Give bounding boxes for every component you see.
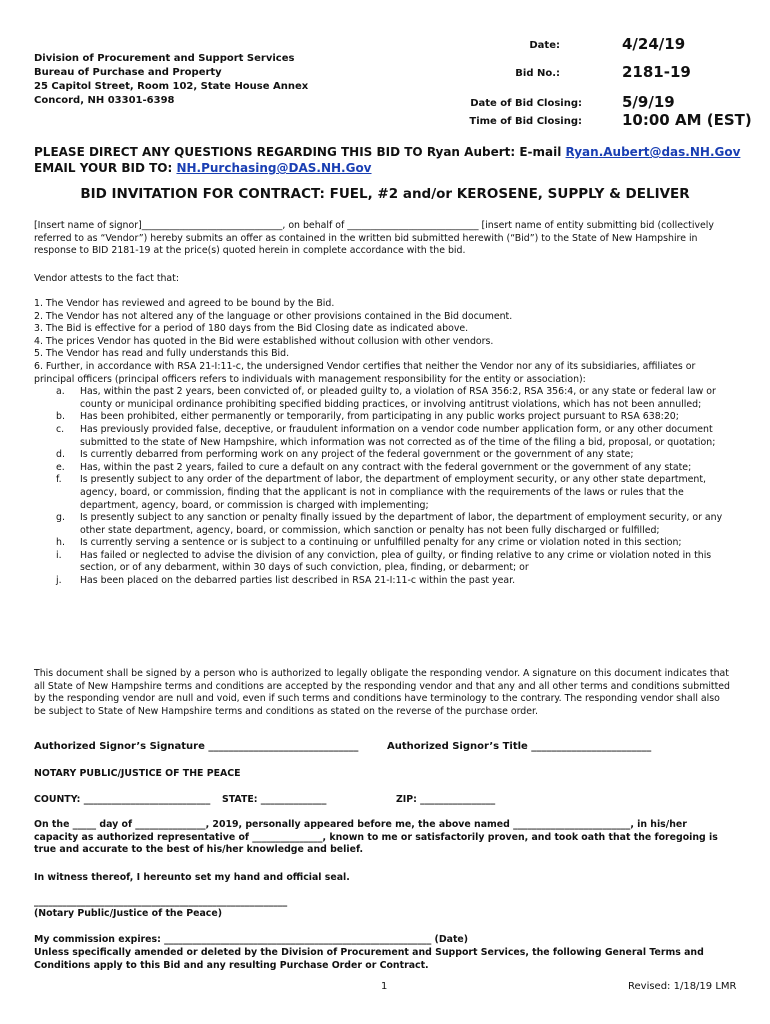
attest-line: Vendor attests to the fact that: [34,273,180,284]
sub-list-item [34,550,734,575]
revised-date: Revised: 1/18/19 LMR [628,981,737,992]
sub-item-text: Has failed or neglected to advise the division of any conviction, plea of guilty, or finding relative to any crime or violation noted in this section, or of any debarment, within 30 days of such conviction, plea, finding, or debarment; or [80,549,712,574]
terms-notice: Unless specifically amended or deleted by the Division of Procurement and Support Services, the following General Terms and Conditions apply to this Bid and any resulting Purchase Order or Contract. [34,947,704,971]
zip-field[interactable]: ZIP: ________________ [396,794,496,805]
bid-no-label: Bid No.: [515,68,560,79]
sub-list-item [34,537,734,550]
sub-item-text: Is currently serving a sentence or is subject to a continuing or unfulfilled penalty for any crime or violation noted in this section; [80,537,682,549]
date-value: 4/24/19 [622,35,686,53]
sub-list-item [34,424,734,449]
sub-item-text: Is currently debarred from performing work on any project of the federal government or the government of any state; [80,449,634,461]
closing-date-value: 5/9/19 [622,93,675,111]
sub-item-marker: i. [56,549,62,561]
org-line-street: 25 Capitol Street, Room 102, State House Annex [34,81,309,92]
list-item: 3. The Bid is effective for a period of 180 days from the Bid Closing date as indicated above. [34,323,469,335]
sub-list-item [34,512,734,537]
closing-time-value: 10:00 AM (EST) [622,111,752,129]
org-line-division: Division of Procurement and Support Services [34,53,295,64]
commission-expires-field[interactable]: My commission expires: _________________________________________________________ (Date) [34,934,469,945]
sub-item-marker: d. [56,449,65,461]
questions-line [34,145,740,159]
sub-item-marker: g. [56,512,65,524]
sub-item-text: Has been prohibited, either permanently or temporarily, from participating in any public works project pursuant to RSA 638:20; [80,411,679,423]
date-label: Date: [529,40,560,51]
intro-paragraph: [Insert name of signor]______________________________, on behalf of ____________________________ [insert name of entity submitting bid (collectively referred to as “Vendor”) hereby submits an offer as contained in the written bid submitted herewith (“Bid”) to the State of New Hampshire in response to BID 2181-19 at the price(s) quoted herein in complete accordance with the bid. [34,220,714,257]
questions-email-link[interactable]: Ryan.Aubert@das.NH.Gov [565,145,741,159]
sub-list-item [34,449,734,462]
org-address [34,52,308,108]
sub-list-item [34,575,734,588]
sub-item-text: Is presently subject to any order of the department of labor, the department of employment security, or any other state department, agency, board, or commission, finding that the applicant is not in compliance with the requirements of the laws or rules that the department, agency, board, or commission is charged with implementing; [80,474,707,511]
signor-title-field[interactable]: Authorized Signor’s Title ________________________ [387,741,652,752]
list-item: 1. The Vendor has reviewed and agreed to be bound by the Bid. [34,298,335,309]
sub-item-marker: e. [56,461,65,473]
closing-date-label: Date of Bid Closing: [470,98,582,109]
sub-item-text: Has, within the past 2 years, failed to cure a default on any contract with the federal government or the government of any state; [80,461,692,473]
sub-list-container [34,386,734,588]
email-bid-text: EMAIL YOUR BID TO: [34,161,177,175]
list-item: 5. The Vendor has read and fully understands this Bid. [34,348,290,360]
sub-item-marker: j. [56,575,62,587]
questions-text: PLEASE DIRECT ANY QUESTIONS REGARDING THIS BID TO Ryan Aubert: E-mail [34,145,566,159]
witness-line: In witness thereof, I hereunto set my hand and official seal. [34,872,350,883]
org-line-bureau: Bureau of Purchase and Property [34,67,222,78]
org-line-city: Concord, NH 03301-6398 [34,95,175,106]
email-bid-line [34,161,372,175]
sub-list-item [34,411,734,424]
page-title: BID INVITATION FOR CONTRACT: FUEL, #2 and/or KEROSENE, SUPPLY & DELIVER [80,186,690,202]
list-item: 2. The Vendor has not altered any of the language or other provisions contained in the Bid document. [34,310,513,322]
list-item: 4. The prices Vendor has quoted in the Bid were established without collusion with other vendors. [34,335,494,347]
list-item: 6. Further, in accordance with RSA 21-I:11-c, the undersigned Vendor certifies that neither the Vendor nor any of its subsidiaries, affiliates or principal officers (principal officers refers to individuals with management responsibility for the entity or association): [34,360,696,385]
email-bid-link[interactable]: NH.Purchasing@DAS.NH.Gov [176,161,372,175]
signor-signature-field[interactable]: Authorized Signor’s Signature ______________________________ [34,741,359,752]
bid-no-value: 2181-19 [622,63,691,81]
sub-list-item [34,462,734,475]
sub-item-marker: h. [56,537,65,549]
state-field[interactable]: STATE: ______________ [222,794,327,805]
notary-signature-line[interactable]: ______________________________________________________ [34,896,288,907]
sub-item-marker: c. [56,423,65,435]
closing-time-label: Time of Bid Closing: [469,116,582,127]
sub-list-item [34,386,734,411]
sub-list-item [34,474,734,512]
sub-item-text: Has, within the past 2 years, been convicted of, or pleaded guilty to, a violation of RSA 356:2, RSA 356:4, or any state or federal law or county or municipal ordinance prohibiting specified bidding practices, or involving antitrust violations, which has not been annulled; [80,386,716,410]
county-field[interactable]: COUNTY: ___________________________ [34,794,211,805]
attest-list [34,298,734,588]
closing-paragraph: This document shall be signed by a person who is authorized to legally obligate the responding vendor. A signature on this document indicates that all State of New Hampshire terms and conditions are accepted by the responding vendor and that any and all other terms and conditions submitted by the responding vendor are null and void, even if such terms and conditions have terminology to the contrary. The responding vendor shall also be subject to State of New Hampshire terms and conditions as stated on the reverse of the purchase order. [34,668,731,717]
sub-item-marker: b. [56,411,65,423]
notary-signature-caption: (Notary Public/Justice of the Peace) [34,908,222,919]
sub-item-text: Has previously provided false, deceptive, or fraudulent information on a vendor code number application form, or any other document submitted to the state of New Hampshire, which information was not corrected as of the time of the filing a bid, proposal, or quotation; [80,423,716,448]
notary-heading: NOTARY PUBLIC/JUSTICE OF THE PEACE [34,768,241,779]
page-number: 1 [381,981,388,992]
sub-item-marker: a. [56,386,65,398]
sub-item-text: Has been placed on the debarred parties list described in RSA 21-I:11-c within the past year. [80,575,516,587]
sub-item-marker: f. [56,474,62,486]
sub-item-text: Is presently subject to any sanction or penalty finally issued by the department of labor, the department of employment security, or any other state department, agency, board, or commission, which sanction or penalty has not been fully discharged or fulfilled; [80,512,723,536]
sub-list [34,386,734,588]
notary-oath-paragraph: On the _____ day of _______________, 2019, personally appeared before me, the above named _________________________, in his/her capacity as authorized representative of _______________, known to me or satisfactorily proven, and took oath that the foregoing is true and accurate to the best of his/her knowledge and belief. [34,819,718,856]
